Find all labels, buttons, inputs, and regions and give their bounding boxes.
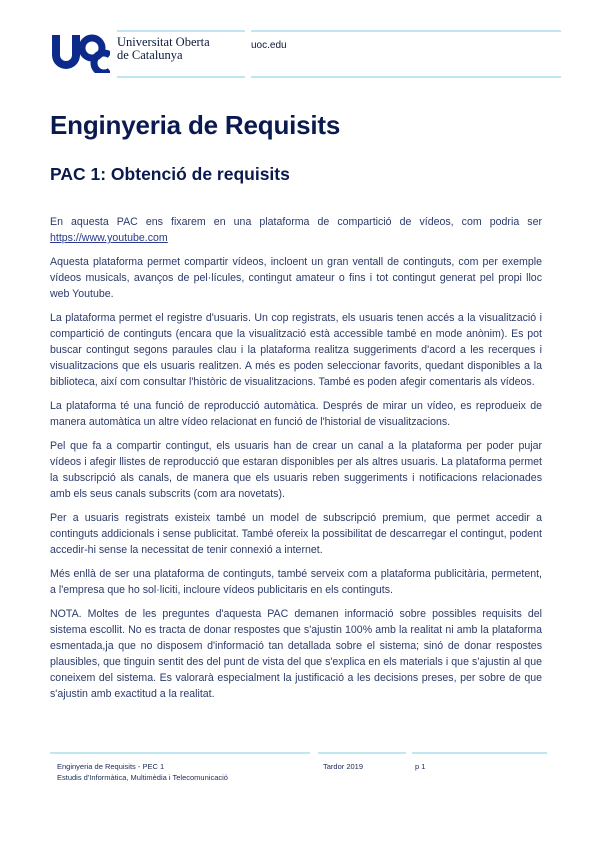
paragraph-intro [50, 214, 542, 246]
paragraph-advertising: Més enllà de ser una plataforma de continguts, també serveix com a plataforma publicitària, permetent, a l'empresa que ho sol·liciti, incloure vídeos publicitaris en els continguts. [50, 568, 542, 596]
university-line2: de Catalunya [117, 47, 183, 62]
paragraph-platform: Aquesta plataforma permet compartir vídeos, incloent un gran ventall de continguts, com per exemple vídeos musicals, avanços de pel·lícules, contingut amateur o fins i tot contingut generat pel propi lloc web Youtube. [50, 256, 542, 300]
document-subtitle: PAC 1: Obtenció de requisits [50, 164, 290, 184]
document-title: Enginyeria de Requisits [50, 110, 341, 140]
university-name [117, 36, 210, 61]
footer-rule-right [412, 752, 547, 754]
header-rule-right [251, 30, 561, 32]
header-rule-left-bottom [117, 76, 245, 78]
uoc-logo [50, 33, 110, 73]
footer-rule-left [50, 752, 310, 754]
paragraph-registration: La plataforma permet el registre d'usuaris. Un cop registrats, els usuaris tenen accés a la visualització i compartició de continguts (encara que la visualització està accessible també en mode anònim). Es pot buscar contingut segons paraules clau i la plataforma realitza suggeriments d'acord a les recerques i visualitzacions que els usuaris realitzen. A més es poden seleccionar favorits, quedant disponibles a la biblioteca, així com consultar l'històric de visualitzacions. També es poden afegir comentaris als vídeos. [50, 312, 542, 388]
paragraph-note: NOTA. Moltes de les preguntes d'aquesta PAC demanen informació sobre possibles requisits del sistema escollit. No es tracta de donar respostes que s'ajustin 100% amb la realitat ni amb la plataforma esmentada,ja que no disposem d'informació tan detallada sobre el sistema; sinó de donar respostes plausibles, que tinguin sentit des del punt de vista del que s'explica en els materials i que s'ajustin al que coneixem del sistema. Es valorarà especialment la justificació a les decisions preses, per sobre de que s'ajustin amb exactitud a la realitat. [50, 608, 542, 700]
footer-studies: Estudis d'Informàtica, Multimèdia i Telecomunicació [57, 773, 228, 782]
document-body [50, 214, 542, 710]
paragraph-premium: Per a usuaris registrats existeix també un model de subscripció premium, que permet accedir a continguts addicionals i sense publicitat. També ofereix la possibilitat de descarregar el contingut, podent accedir-hi sense la necessitat de tenir connexió a internet. [50, 512, 542, 556]
university-line1: Universitat Oberta [117, 35, 210, 49]
paragraph-intro-text: En aquesta PAC ens fixarem en una plataforma de compartició de vídeos, com podria ser [50, 216, 542, 228]
paragraph-sharing: Pel que fa a compartir contingut, els usuaris han de crear un canal a la plataforma per poder pujar vídeos i afegir llistes de reproducció que estaran disponibles per als altres usuaris. La plataforma permet la subscripció als canals, de manera que els usuaris reben suggeriments i notificacions relacionades amb els seus canals subscrits (com ara novetats). [50, 440, 542, 500]
footer-course: Enginyeria de Requisits - PEC 1 [57, 762, 165, 771]
youtube-link[interactable]: https://www.youtube.com [50, 232, 168, 244]
page-header [0, 0, 600, 90]
header-rule-right-bottom [251, 76, 561, 78]
header-rule-left [117, 30, 245, 32]
paragraph-autoplay: La plataforma té una funció de reproducció automàtica. Després de mirar un vídeo, es reprodueix de manera automàtica un altre vídeo relacionat en funció de l'historial de visualitzacions. [50, 400, 542, 428]
footer-page-number: p 1 [415, 762, 426, 771]
footer-rule-middle [318, 752, 406, 754]
footer-semester: Tardor 2019 [323, 762, 364, 771]
site-url[interactable]: uoc.edu [251, 40, 287, 51]
